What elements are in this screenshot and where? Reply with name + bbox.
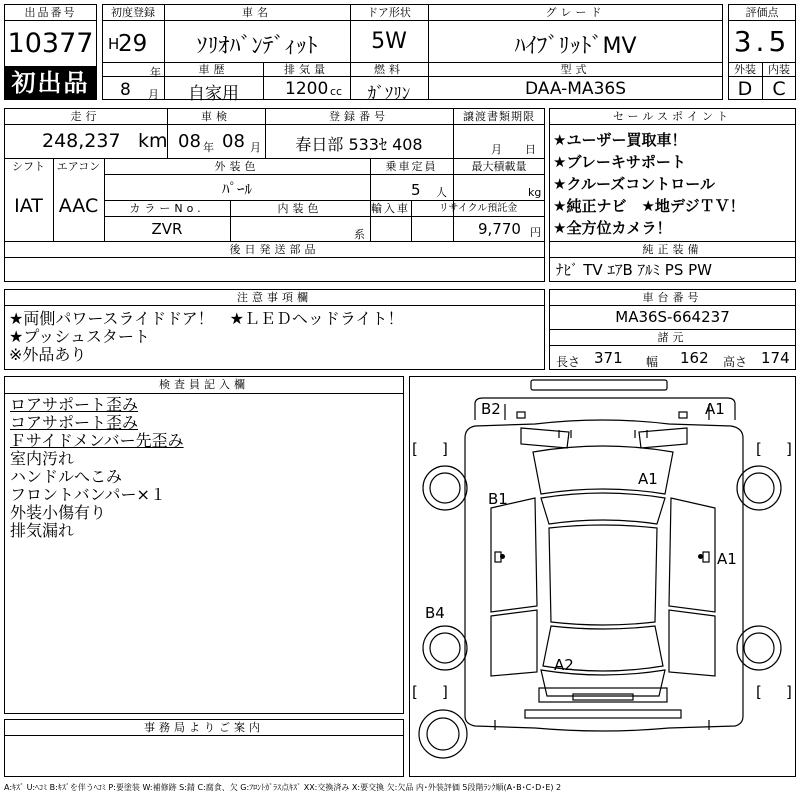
ac: AAC xyxy=(58,195,99,217)
mark-a1-front-right: A1 xyxy=(705,400,725,418)
displacement: 1200 xyxy=(285,79,329,99)
bracket-rr-close: ] xyxy=(786,683,792,701)
load-header: 最大積載量 xyxy=(471,160,527,173)
bracket-rl-open: [ xyxy=(412,683,418,701)
name-header: 車名 xyxy=(242,6,272,19)
mark-a2: A2 xyxy=(554,656,574,674)
door-type: 5W xyxy=(371,29,407,54)
body-color: ﾊﾟｰﾙ xyxy=(221,180,252,198)
ac-header: エアコン xyxy=(56,160,101,173)
interior-color-header: 内装色 xyxy=(277,202,323,215)
inspection-header: 車検 xyxy=(201,110,231,123)
height-value: 174 xyxy=(761,349,790,367)
bracket-rr-open: [ xyxy=(756,683,762,701)
transfer-day-unit: 日 xyxy=(525,143,536,156)
interior-header: 内装 xyxy=(768,63,790,76)
recycle-header: リサイクル預託金 xyxy=(438,203,518,214)
inspector-line: フロントバンパー×１ xyxy=(10,485,166,504)
equipment-header: 純正装備 xyxy=(642,243,703,256)
recycle-amount: 9,770 xyxy=(478,220,521,238)
recycle-unit: 円 xyxy=(530,226,541,239)
mark-b1: B1 xyxy=(488,490,508,508)
legend: A:ｷｽﾞ U:ﾍｺﾐ B:ｷｽﾞを伴うﾍｺﾐ P:要塗装 W:補修跡 S:錆 C:腐食、欠 G:ﾌﾛﾝﾄｶﾞﾗｽ点ｷｽﾞ XX:交換済み X:要交換 欠:欠品 内･外装評価 5段階ﾗﾝｸ順(A･B･C･D･E) 2 xyxy=(4,783,562,792)
score-header: 評価点 xyxy=(745,6,779,19)
capacity: 5 xyxy=(411,181,421,199)
roof xyxy=(549,525,657,625)
front-bumper xyxy=(475,398,735,420)
displacement-unit: cc xyxy=(330,85,343,98)
mark-b4: B4 xyxy=(425,604,445,622)
fuel-header: 燃料 xyxy=(374,63,404,76)
door-header: ドア形状 xyxy=(367,6,411,19)
length-value: 371 xyxy=(594,349,623,367)
model-code: DAA-MA36S xyxy=(524,79,626,99)
office-header: 事務局よりご案内 xyxy=(144,721,264,734)
bracket-fl-open: [ xyxy=(412,440,418,458)
mileage-unit: km xyxy=(138,130,168,152)
capacity-unit: 人 xyxy=(436,186,447,199)
color-no: ZVR xyxy=(151,220,183,238)
dims-header: 諸元 xyxy=(657,331,688,344)
bracket-fl-close: ] xyxy=(442,440,448,458)
displacement-header: 排気量 xyxy=(284,63,329,76)
notes-line-2: ★プッシュスタート xyxy=(9,327,150,346)
width-label: 幅 xyxy=(646,355,659,369)
notes-line-3: ※外品あり xyxy=(9,345,87,364)
plate-number: 春日部 533ｾ 408 xyxy=(295,135,423,154)
inspector-line: ハンドルへこみ xyxy=(10,467,123,486)
import-header: 輸入車 xyxy=(371,202,410,215)
chassis-header: 車台番号 xyxy=(642,291,703,304)
history-header: 車歴 xyxy=(198,63,229,76)
bracket-fr-open: [ xyxy=(756,440,762,458)
color-header: 外装色 xyxy=(214,160,260,173)
bracket-rl-close: ] xyxy=(442,683,448,701)
notes-header: 注意事項欄 xyxy=(237,291,312,304)
inspector-line: Ｆサイドメンバー先歪み xyxy=(10,431,184,450)
sales-line-1: ★ユーザー買取車！ xyxy=(553,131,687,149)
spare-wheel xyxy=(419,710,467,758)
inspector-line: 室内汚れ xyxy=(10,449,75,468)
inspection-month-unit: 月 xyxy=(250,141,261,154)
capacity-header: 乗車定員 xyxy=(385,160,438,173)
reg-era: H xyxy=(108,35,120,53)
bracket-fr-close: ] xyxy=(786,440,792,458)
exterior-header: 外装 xyxy=(734,63,756,76)
interior-color-unit: 系 xyxy=(354,228,365,241)
car-history: 自家用 xyxy=(188,84,239,104)
width-value: 162 xyxy=(680,349,709,367)
body-outline xyxy=(465,420,743,731)
mileage-header: 走行 xyxy=(70,110,101,123)
sales-line-5: ★全方位カメラ！ xyxy=(553,219,672,237)
windshield xyxy=(541,493,665,524)
chassis-number: MA36S-664237 xyxy=(615,308,730,326)
reg-header: 初度登録 xyxy=(111,6,155,19)
roof-bar-top xyxy=(531,380,667,390)
sales-line-2: ★ブレーキサポート xyxy=(553,153,686,171)
exterior-grade: D xyxy=(737,78,753,100)
sales-line-4: ★純正ナビ ★地デジＴＶ！ xyxy=(553,197,745,215)
mark-a1-right: A1 xyxy=(717,550,737,568)
inspection-year-unit: 年 xyxy=(203,141,214,154)
height-label: 高さ xyxy=(723,355,748,369)
later-parts-header: 後日発送部品 xyxy=(229,243,320,256)
inspection-month: 08 xyxy=(222,131,245,152)
damage-dot xyxy=(500,554,505,559)
mileage: 248,237 xyxy=(42,130,121,152)
damage-dot xyxy=(698,554,703,559)
reg-month: 8 xyxy=(120,80,131,100)
transfer-header: 譲渡書類期限 xyxy=(463,110,535,123)
inspector-line: 外装小傷有り xyxy=(10,503,107,522)
equipment-value: ﾅﾋﾞ TV ｴｱB ｱﾙﾐ PS PW xyxy=(556,261,712,279)
month-unit: 月 xyxy=(148,88,159,101)
first-listing-label: 初出品 xyxy=(11,69,90,97)
year-unit: 年 xyxy=(150,66,161,79)
grade: ﾊｲﾌﾞﾘｯﾄﾞMV xyxy=(514,34,637,59)
interior-grade: C xyxy=(772,78,786,100)
inspector-line: ロアサポート歪み xyxy=(10,395,139,414)
car-name: ｿﾘｵﾊﾞﾝﾃﾞｨｯﾄ xyxy=(196,34,318,59)
sales-line-3: ★クルーズコントロール xyxy=(553,175,715,193)
mark-b2: B2 xyxy=(481,400,501,418)
inspector-line: 排気漏れ xyxy=(10,521,75,540)
lot-number: 10377 xyxy=(7,28,94,59)
lot-header: 出品番号 xyxy=(24,6,77,19)
grade-header: グレード xyxy=(545,6,606,19)
score: 3.5 xyxy=(733,25,791,58)
plate-header: 登録番号 xyxy=(329,110,389,123)
model-header: 型式 xyxy=(560,63,591,76)
inspector-line: コアサポート歪み xyxy=(10,413,139,432)
inspection-year: 08 xyxy=(178,131,201,152)
mark-a1-hood: A1 xyxy=(638,470,658,488)
sales-header: セールスポイント xyxy=(612,110,732,123)
load-unit: kg xyxy=(528,186,542,199)
color-no-header: カラーNo. xyxy=(129,202,205,215)
fuel: ｶﾞｿﾘﾝ xyxy=(367,84,411,104)
notes-line-1: ★両側パワースライドドア！ ★ＬＥＤヘッドライト！ xyxy=(9,309,404,328)
inspector-header: 検査員記入欄 xyxy=(159,378,249,391)
reg-year: 29 xyxy=(118,31,148,57)
length-label: 長さ xyxy=(556,355,581,369)
transfer-month-unit: 月 xyxy=(491,143,502,156)
car-diagram xyxy=(409,376,796,777)
shift-header: シフト xyxy=(12,160,45,173)
shift: IAT xyxy=(14,195,43,217)
